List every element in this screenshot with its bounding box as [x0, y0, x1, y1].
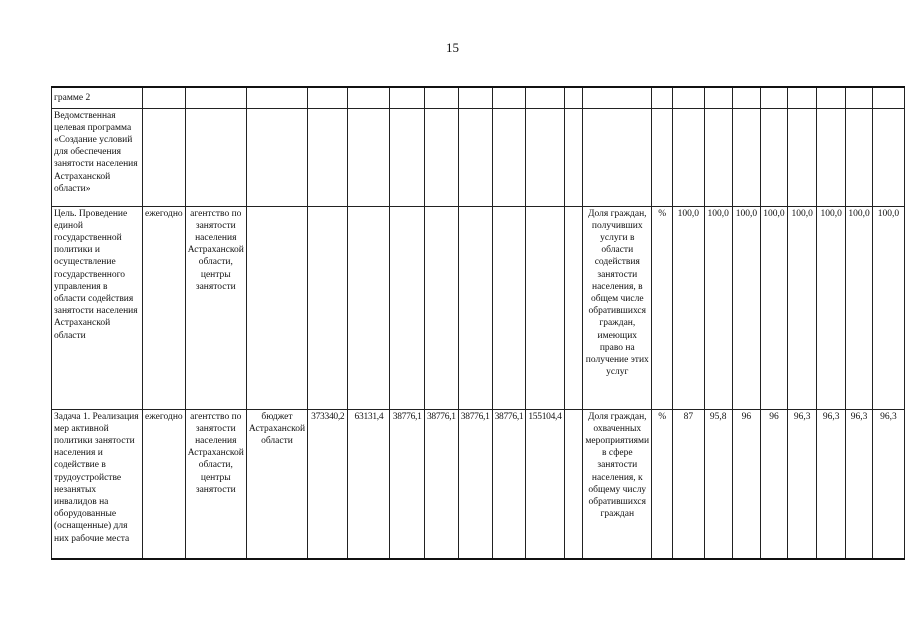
- indicator-value: 96: [760, 409, 787, 559]
- indicator-value: 100,0: [788, 206, 817, 409]
- finance-value: 38776,1: [458, 409, 492, 559]
- table-row: [52, 409, 905, 559]
- finance-value: 38776,1: [492, 409, 526, 559]
- executor: агентство по занятости населения Астраханской области, центры занятости: [185, 409, 246, 559]
- indicator: Доля граждан, получивших услуги в области содействия занятости населения, в общем числе обратившихся граждан, имеющих право на получение этих услуг: [583, 206, 652, 409]
- table-row: [52, 108, 905, 206]
- period: ежегодно: [143, 409, 186, 559]
- indicator-value: 100,0: [817, 206, 846, 409]
- period: ежегодно: [143, 206, 186, 409]
- row-name: грамме 2: [52, 87, 143, 108]
- indicator-value: 100,0: [760, 206, 787, 409]
- finance-value: 38776,1: [390, 409, 424, 559]
- finance-value: 38776,1: [424, 409, 458, 559]
- indicator-value: 95,8: [704, 409, 732, 559]
- indicator-value: 96,3: [872, 409, 904, 559]
- page-number: 15: [446, 40, 459, 55]
- task-name: Задача 1. Реализация мер активной политики занятости населения и содействие в трудоустройстве незанятых инвалидов на оборудованные (оснащенные) для них рабочие места: [52, 409, 143, 559]
- indicator-value: 100,0: [704, 206, 732, 409]
- indicator-value: 100,0: [673, 206, 704, 409]
- indicator-value: 96: [732, 409, 760, 559]
- indicator-value: 100,0: [732, 206, 760, 409]
- finance-value: 373340,2: [308, 409, 348, 559]
- indicator-value: 100,0: [846, 206, 873, 409]
- indicator: Доля граждан, охваченных мероприятиями в сфере занятости населения, к общему числу обратившихся граждан: [583, 409, 652, 559]
- indicator-value: 87: [673, 409, 704, 559]
- unit: %: [652, 409, 673, 559]
- funding-source: бюджет Астраханской области: [246, 409, 307, 559]
- indicator-value: 96,3: [788, 409, 817, 559]
- table-row: [52, 87, 905, 108]
- program-table: [51, 86, 905, 560]
- unit: %: [652, 206, 673, 409]
- indicator-value: 96,3: [846, 409, 873, 559]
- goal-name: Цель. Проведение единой государственной политики и осуществление государственного управления в области содействия занятости населения Астраханской области: [52, 206, 143, 409]
- finance-value: 63131,4: [348, 409, 390, 559]
- table-row: [52, 206, 905, 409]
- executor: агентство по занятости населения Астраханской области, центры занятости: [185, 206, 246, 409]
- indicator-value: 96,3: [817, 409, 846, 559]
- finance-value: 155104,4: [526, 409, 564, 559]
- indicator-value: 100,0: [872, 206, 904, 409]
- row-name: Ведомственная целевая программа «Создание условий для обеспечения занятости населения Астраханской области»: [52, 108, 143, 206]
